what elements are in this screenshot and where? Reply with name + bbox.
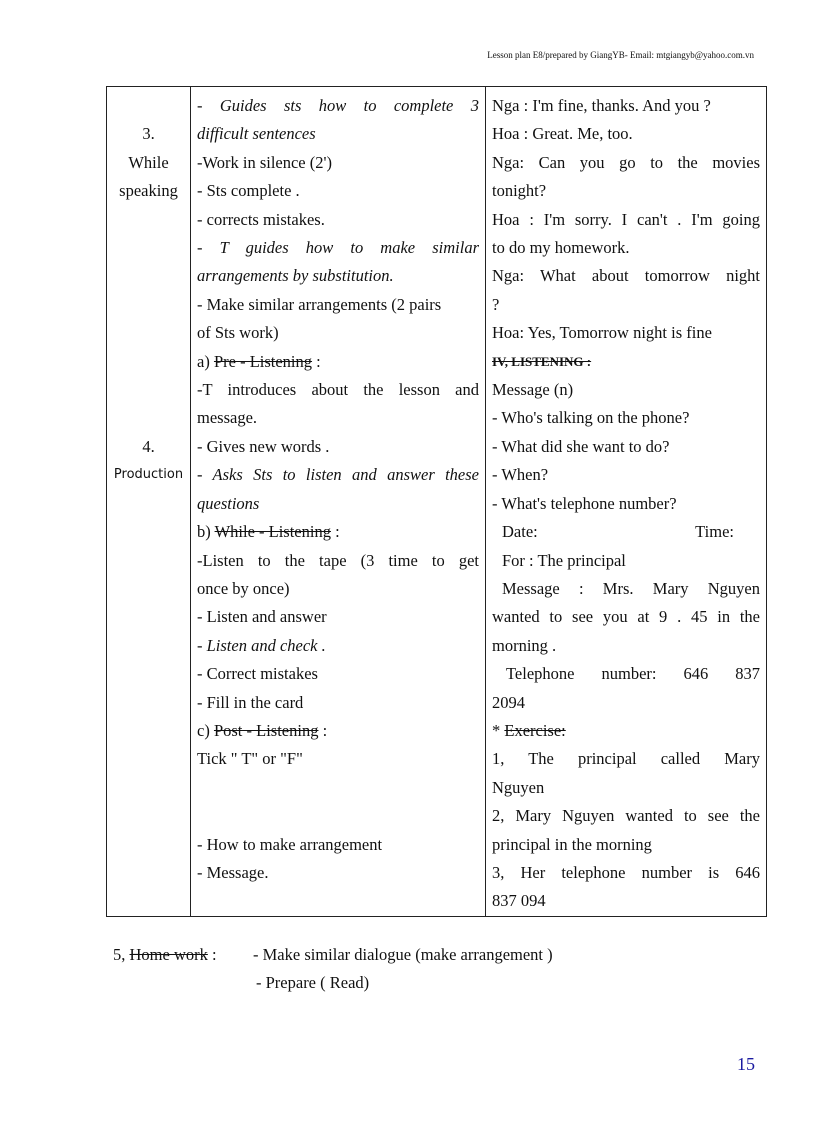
activity-line: - Gives new words . [197, 436, 330, 456]
stage-number: 4. [142, 436, 155, 456]
exercise-line: 3, Her telephone number is 646 [492, 862, 760, 882]
activity-line: -T introduces about the lesson and [197, 380, 479, 400]
activity-line: once by once) [197, 578, 290, 598]
stage-column [107, 87, 191, 917]
activity-line: of Sts work) [197, 323, 279, 343]
card-date-label: Date: [502, 522, 538, 542]
exercise-line: 1, The principal called Mary [492, 749, 760, 769]
stage-label: speaking [119, 181, 178, 201]
activities-column [191, 87, 486, 917]
table-row [107, 87, 767, 917]
card-line: 2094 [492, 692, 525, 712]
activity-line: - Fill in the card [197, 692, 304, 712]
stage-number: 3. [142, 124, 155, 144]
content-line: Hoa : Great. Me, too. [492, 124, 633, 144]
section-title: While - Listening [214, 522, 331, 542]
homework-row [113, 941, 553, 969]
activity-line: - Correct mistakes [197, 664, 318, 684]
exercise-star: * [492, 720, 505, 740]
homework-heading [113, 941, 253, 969]
content-line: - When? [492, 465, 549, 485]
homework-colon: : [207, 945, 217, 964]
content-line: Nga: Can you go to the movies [492, 152, 760, 172]
exercise-line: 837 094 [492, 891, 546, 911]
activity-line: - T guides how to make similar [197, 238, 479, 258]
section-title: Pre - Listening [213, 351, 313, 371]
content-line: ? [492, 294, 500, 314]
activity-line: - corrects mistakes. [197, 209, 325, 229]
homework-number: 5, [113, 945, 130, 964]
activity-line: arrangements by substitution. [197, 266, 394, 286]
card-line: Message : Mrs. Mary Nguyen [502, 578, 760, 598]
section-heading [197, 348, 479, 376]
content-line: Nga : I'm fine, thanks. And you ? [492, 96, 711, 115]
exercise-line: 2, Mary Nguyen wanted to see the [492, 806, 760, 826]
section-letter: c) [197, 720, 214, 740]
content-line: - Who's talking on the phone? [492, 408, 690, 428]
activity-line: - Message. [197, 862, 269, 882]
activity-line: - Listen and check . [197, 635, 326, 655]
activity-line: - Listen and answer [197, 607, 327, 627]
page-number: 15 [737, 1054, 755, 1074]
page-header: Lesson plan E8/prepared by GiangYB- Email: mtgiangyb@yahoo.com.vn [487, 50, 754, 60]
card-time-label: Time: [695, 522, 734, 542]
content-line: to do my homework. [492, 238, 630, 258]
exercise-line: principal in the morning [492, 834, 652, 854]
activity-line: - Sts complete . [197, 181, 300, 201]
card-line: Telephone number: 646 837 [506, 664, 760, 684]
section-letter: a) [197, 351, 214, 371]
card-line: morning . [492, 635, 557, 655]
section-title: IV, LISTENING : [492, 353, 592, 369]
stage-label: While [128, 152, 169, 172]
activity-line: Tick " T" or "F" [197, 749, 303, 769]
section-colon: : [318, 720, 328, 740]
section-heading [197, 518, 479, 546]
content-column [486, 87, 767, 917]
activity-line: difficult sentences [197, 124, 316, 144]
card-date-time [492, 518, 760, 546]
activity-line: questions [197, 493, 260, 513]
stage-label: Production [113, 467, 184, 483]
homework-title: Home work [129, 945, 208, 964]
activity-line: - Make similar arrangements (2 pairs [197, 294, 442, 314]
activity-line: - Guides sts how to complete 3 [197, 96, 479, 115]
section-letter: b) [197, 522, 215, 542]
homework-section [113, 941, 553, 997]
lesson-plan-table [106, 86, 767, 917]
section-colon: : [312, 351, 321, 371]
content-line: Message (n) [492, 380, 574, 400]
exercise-heading [492, 717, 760, 745]
content-line: Hoa : I'm sorry. I can't . I'm going [492, 209, 760, 229]
card-line: wanted to see you at 9 . 45 in the [492, 607, 760, 627]
activity-line: - How to make arrangement [197, 834, 383, 854]
exercise-title: Exercise: [504, 720, 566, 740]
section-heading [197, 717, 479, 745]
activity-line: -Listen to the tape (3 time to get [197, 550, 479, 570]
content-line: - What did she want to do? [492, 436, 670, 456]
homework-item: - Prepare ( Read) [256, 973, 370, 992]
activity-line: - Asks Sts to listen and answer these [197, 465, 479, 485]
homework-item: - Make similar dialogue (make arrangement ) [253, 945, 553, 964]
activity-line: -Work in silence (2') [197, 152, 332, 172]
content-line: Nga: What about tomorrow night [492, 266, 760, 286]
activity-line: message. [197, 408, 258, 428]
content-line: Hoa: Yes, Tomorrow night is fine [492, 323, 712, 343]
exercise-line: Nguyen [492, 777, 545, 797]
section-colon: : [330, 522, 340, 542]
card-line: For : The principal [502, 550, 626, 570]
content-line: - What's telephone number? [492, 493, 677, 513]
section-title: Post - Listening [213, 720, 319, 740]
content-line: tonight? [492, 181, 547, 201]
